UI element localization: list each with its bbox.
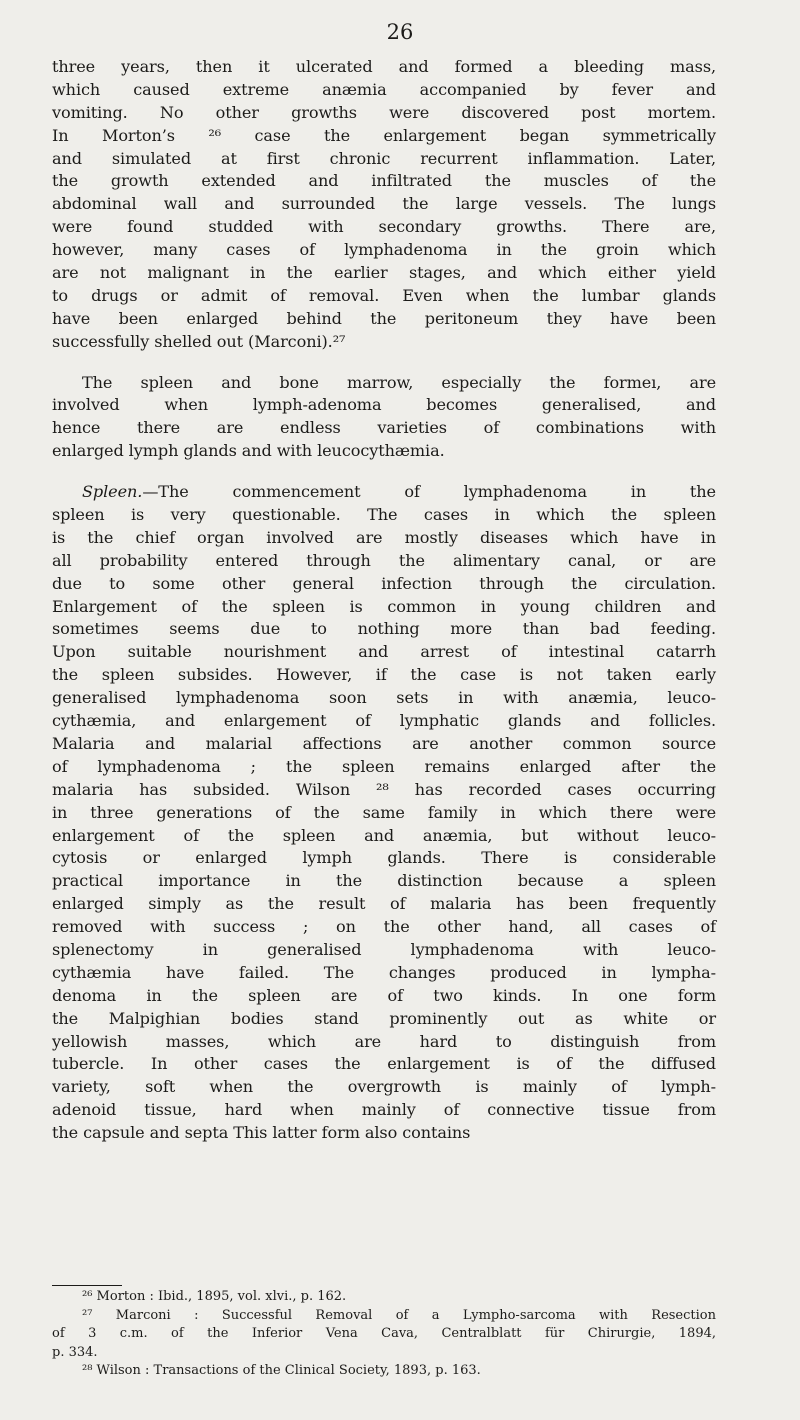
text-line: however, many cases of lymphadenoma in the groin which	[52, 240, 716, 260]
text-line: enlargement of the spleen and anæmia, but without leuco-	[52, 825, 716, 845]
text-line: and simulated at first chronic recurrent inflammation. Later,	[52, 148, 716, 168]
footnote-line: ²⁶ Morton : Ibid., 1895, vol. xlvi., p. 162.	[82, 1289, 347, 1304]
text-line: Upon suitable nourishment and arrest of intestinal catarrh	[52, 642, 716, 662]
text-line: cythæmia, and enlargement of lymphatic glands and follicles.	[52, 711, 716, 731]
text-line: enlarged simply as the result of malaria has been frequently	[52, 894, 716, 914]
text-line: variety, soft when the overgrowth is mainly of lymph-	[52, 1077, 716, 1097]
text-line: enlarged lymph glands and with leucocythæmia.	[52, 441, 445, 461]
text-line: the capsule and septa This latter form also contains	[52, 1123, 471, 1143]
text-line: of lymphadenoma ; the spleen remains enlarged after the	[52, 756, 716, 776]
text-line: three years, then it ulcerated and formed a bleeding mass,	[52, 57, 716, 76]
text-line: which caused extreme anæmia accompanied by fever and	[52, 79, 716, 99]
text-line: adenoid tissue, hard when mainly of connective tissue from	[52, 1100, 716, 1120]
text-line: denoma in the spleen are of two kinds. In one form	[52, 985, 716, 1005]
footnote-line: ²⁸ Wilson : Transactions of the Clinical Society, 1893, p. 163.	[82, 1363, 481, 1378]
paragraph-gap	[52, 463, 716, 481]
body-text	[52, 56, 716, 1145]
footnotes	[52, 1285, 716, 1381]
text-line: were found studded with secondary growths. There are,	[52, 217, 716, 237]
text-line-rest: —The commencement of lymphadenoma in the	[142, 482, 716, 502]
text-line: are not malignant in the earlier stages, and which either yield	[52, 263, 716, 283]
text-line: the growth extended and infiltrated the muscles of the	[52, 171, 716, 191]
paragraph-gap	[52, 354, 716, 372]
text-line	[52, 481, 716, 504]
footnote-line: of 3 c.m. of the Inferior Vena Cava, Centralblatt für Chirurgie, 1894,	[52, 1326, 716, 1341]
paragraph	[52, 481, 716, 1145]
text-line: the Malpighian bodies stand prominently out as white or	[52, 1008, 716, 1028]
text-line: In Morton’s ²⁶ case the enlargement began symmetrically	[52, 125, 716, 145]
text-line: cytosis or enlarged lymph glands. There is considerable	[52, 848, 716, 868]
text-line: in three generations of the same family in which there were	[52, 802, 716, 822]
text-line: involved when lymph-adenoma becomes generalised, and	[52, 395, 716, 415]
text-line: spleen is very questionable. The cases in which the spleen	[52, 505, 716, 525]
text-line: yellowish masses, which are hard to distinguish from	[52, 1031, 716, 1051]
text-line: the spleen subsides. However, if the case is not taken early	[52, 665, 716, 685]
text-line: to drugs or admit of removal. Even when the lumbar glands	[52, 285, 716, 305]
paragraph	[52, 56, 716, 354]
footnote-rule	[52, 1285, 122, 1286]
text-line: due to some other general infection through the circulation.	[52, 573, 716, 593]
text-line: generalised lymphadenoma soon sets in with anæmia, leuco-	[52, 688, 716, 708]
footnote-line: ²⁷ Marconi : Successful Removal of a Lympho-sarcoma with Resection	[82, 1307, 716, 1323]
text-line: tubercle. In other cases the enlargement is of the diffused	[52, 1054, 716, 1074]
text-line: is the chief organ involved are mostly diseases which have in	[52, 527, 716, 547]
text-line: Enlargement of the spleen is common in young children and	[52, 596, 716, 616]
text-line: hence there are endless varieties of combinations with	[52, 418, 716, 438]
paragraph	[52, 372, 716, 464]
text-line: cythæmia have failed. The changes produced in lympha-	[52, 962, 716, 982]
section-heading: Spleen.	[82, 482, 143, 502]
text-line: sometimes seems due to nothing more than bad feeding.	[52, 619, 716, 639]
text-line: have been enlarged behind the peritoneum they have been	[52, 308, 716, 328]
text-line: successfully shelled out (Marconi).²⁷	[52, 331, 346, 351]
text-line: splenectomy in generalised lymphadenoma with leuco-	[52, 939, 716, 959]
text-line: The spleen and bone marrow, especially the formeı, are	[82, 372, 716, 392]
text-line: Malaria and malarial affections are another common source	[52, 733, 716, 753]
text-line: practical importance in the distinction because a spleen	[52, 871, 716, 891]
text-line: vomiting. No other growths were discovered post mortem.	[52, 102, 716, 122]
text-line: all probability entered through the alimentary canal, or are	[52, 550, 716, 570]
text-line: removed with success ; on the other hand, all cases of	[52, 917, 716, 937]
text-line: abdominal wall and surrounded the large vessels. The lungs	[52, 194, 716, 214]
text-line: malaria has subsided. Wilson ²⁸ has recorded cases occurring	[52, 779, 716, 799]
footnote-line: p. 334.	[52, 1344, 98, 1360]
page-number: 26	[386, 20, 414, 44]
